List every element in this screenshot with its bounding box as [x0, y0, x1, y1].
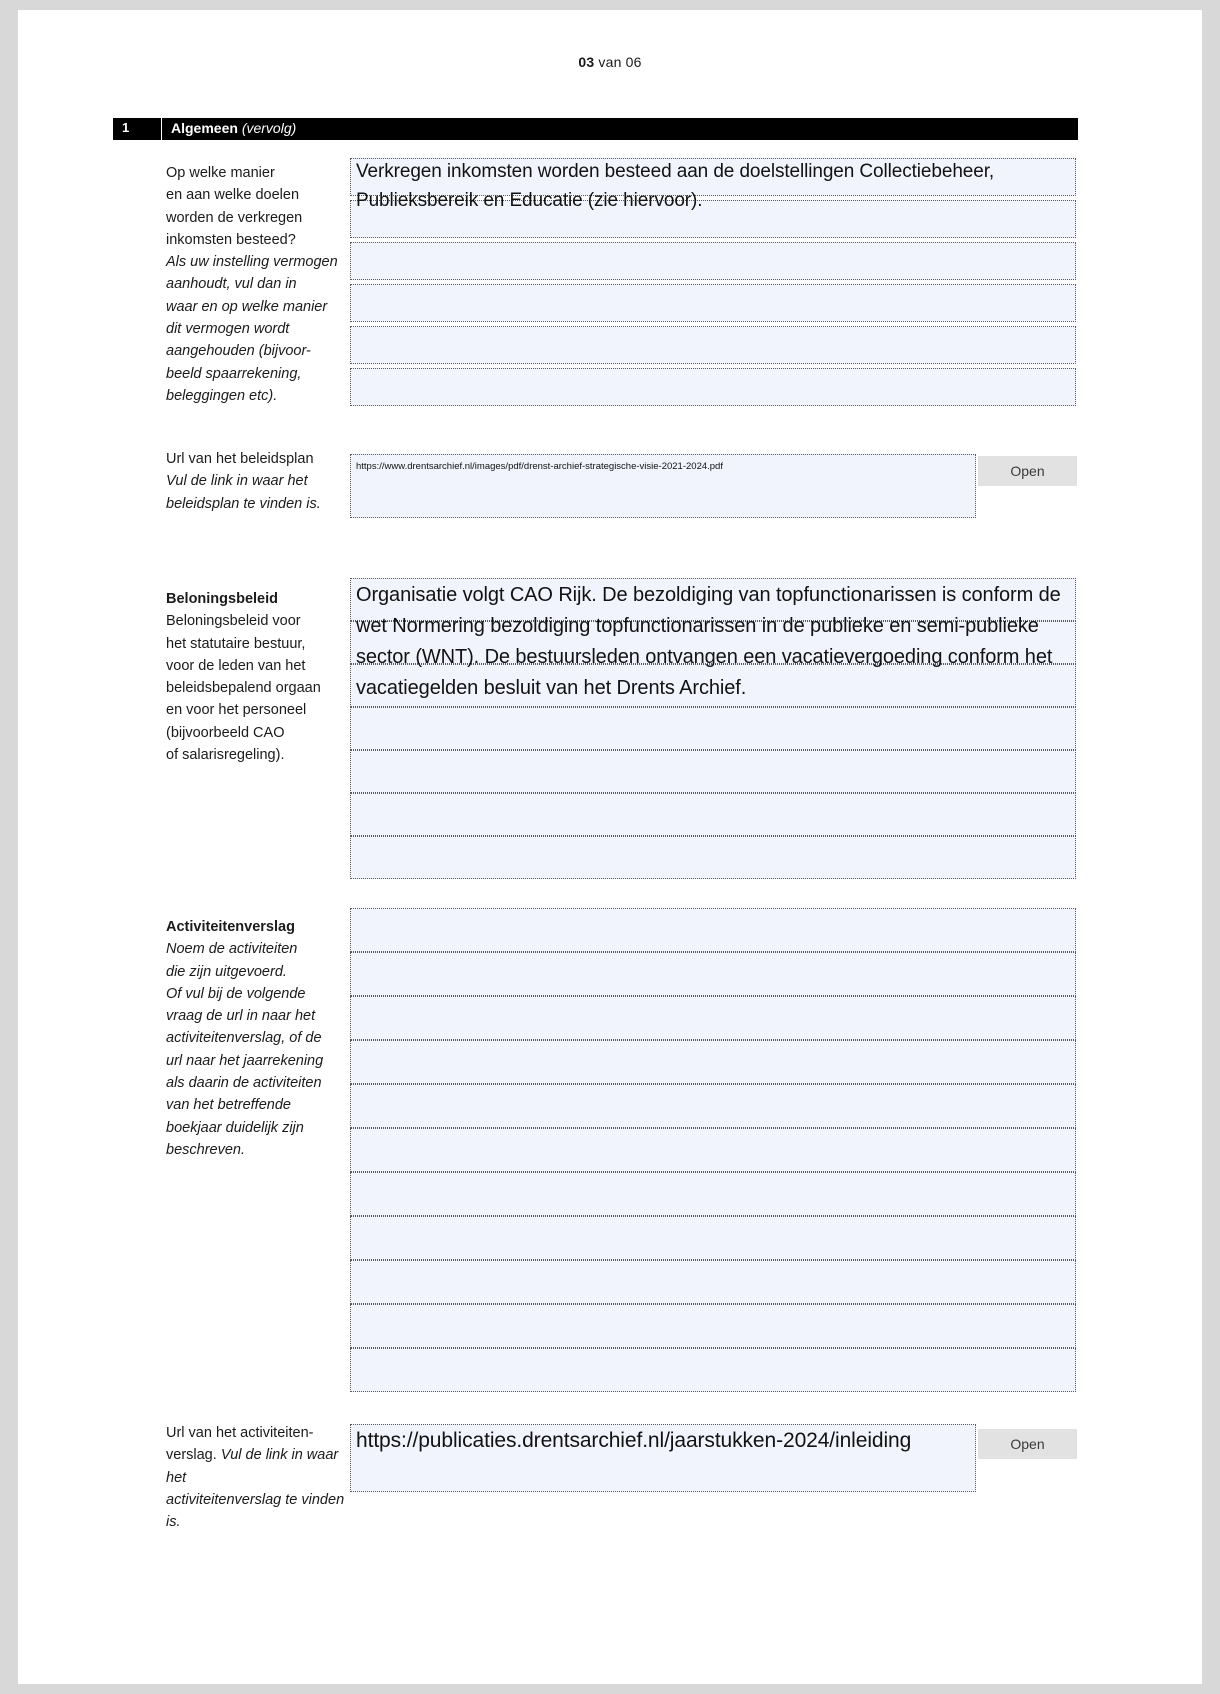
- hint-line: beschreven.: [166, 1141, 245, 1158]
- answer-field-activiteiten-line-9[interactable]: [350, 1260, 1076, 1304]
- hint-line: Noem de activiteiten: [166, 941, 298, 958]
- label-line: (bijvoorbeeld CAO: [166, 724, 285, 741]
- answer-field-activiteiten-line-1[interactable]: [350, 908, 1076, 952]
- label-line: het statutaire bestuur,: [166, 635, 306, 652]
- label-line: inkomsten besteed?: [166, 231, 296, 248]
- hint-line: aangehouden (bijvoor-: [166, 343, 311, 360]
- label-line: en aan welke doelen: [166, 187, 300, 204]
- answer-field-activiteiten-line-7[interactable]: [350, 1172, 1076, 1216]
- answer-field-activiteiten-line-11[interactable]: [350, 1348, 1076, 1392]
- answer-field-inkomsten-line-6[interactable]: [350, 368, 1076, 406]
- section-title-text: Algemeen: [171, 120, 242, 136]
- page-indicator-separator: van: [594, 54, 626, 70]
- answer-field-inkomsten-line-5[interactable]: [350, 326, 1076, 364]
- hint-line: beeld spaarrekening,: [166, 365, 302, 382]
- answer-field-beloning-line-7[interactable]: [350, 836, 1076, 879]
- label-line: Url van het beleidsplan: [166, 451, 314, 467]
- label-line: Op welke manier: [166, 165, 275, 181]
- answer-field-beloning-line-4[interactable]: [350, 707, 1076, 750]
- section-header-bar: [113, 118, 1078, 140]
- page-indicator-total: 06: [625, 54, 642, 70]
- open-button-activiteitenverslag[interactable]: Open: [978, 1429, 1077, 1459]
- hint-line: Of vul bij de volgende: [166, 985, 306, 1002]
- label-line: verslag.: [166, 1447, 221, 1464]
- question-label-url-activiteitenverslag: [166, 1422, 346, 1533]
- answer-text-inkomsten: Verkregen inkomsten worden besteed aan de doelstellingen Collectiebeheer, Publieksbereik en Educatie (zie hiervoor).: [356, 161, 995, 211]
- answer-field-inkomsten-line-3[interactable]: [350, 242, 1076, 280]
- answer-field-beloning-line-5[interactable]: [350, 750, 1076, 793]
- question-label-activiteitenverslag: [166, 916, 346, 1161]
- open-button-beleidsplan[interactable]: Open: [978, 456, 1077, 486]
- hint-line-wrap: [166, 1444, 346, 1489]
- hint-line: waar en op welke manier: [166, 298, 328, 315]
- url-text-beleidsplan: https://www.drentsarchief.nl/images/pdf/drenst-archief-strategische-visie-2021-2024.pdf: [356, 461, 723, 472]
- hint-line: Vul de link in waar het: [166, 1447, 339, 1486]
- label-line: voor de leden van het: [166, 657, 306, 674]
- hint-line: Vul de link in waar het: [166, 473, 308, 490]
- answer-field-activiteiten-line-10[interactable]: [350, 1304, 1076, 1348]
- label-line: Beloningsbeleid voor: [166, 613, 301, 630]
- hint-line: activiteitenverslag, of de: [166, 1030, 322, 1047]
- hint-line: aanhoudt, vul dan in: [166, 276, 297, 293]
- hint-line: van het betreffende: [166, 1097, 291, 1114]
- question-label-beloningsbeleid: [166, 588, 346, 766]
- hint-line: die zijn uitgevoerd.: [166, 963, 287, 980]
- answer-field-activiteiten-line-3[interactable]: [350, 996, 1076, 1040]
- label-line: worden de verkregen: [166, 209, 303, 226]
- label-line: en voor het personeel: [166, 702, 307, 719]
- hint-line: beleggingen etc).: [166, 387, 278, 404]
- page-indicator: [18, 54, 1202, 70]
- page-indicator-current: 03: [578, 54, 595, 70]
- label-line: of salarisregeling).: [166, 747, 285, 764]
- question-label-url-beleidsplan: [166, 448, 346, 515]
- hint-line: url naar het jaarrekening: [166, 1052, 324, 1069]
- label-line: beleidsbepalend orgaan: [166, 680, 321, 697]
- hint-line: Als uw instelling vermogen: [166, 254, 338, 271]
- answer-field-activiteiten-line-8[interactable]: [350, 1216, 1076, 1260]
- hint-line: vraag de url in naar het: [166, 1008, 316, 1025]
- question-heading-activiteitenverslag: Activiteitenverslag: [166, 919, 295, 935]
- section-number: 1: [122, 120, 130, 135]
- hint-line: boekjaar duidelijk zijn: [166, 1119, 304, 1136]
- hint-line: dit vermogen wordt: [166, 321, 290, 338]
- hint-line: activiteitenverslag te vinden is.: [166, 1491, 345, 1531]
- section-title-suffix: (vervolg): [241, 120, 297, 136]
- answer-field-activiteiten-line-6[interactable]: [350, 1128, 1076, 1172]
- hint-line: beleidsplan te vinden is.: [166, 495, 321, 512]
- hint-line: als daarin de activiteiten: [166, 1075, 322, 1092]
- pdf-page: [18, 10, 1202, 1684]
- answer-text-beloningsbeleid: Organisatie volgt CAO Rijk. De bezoldiging van topfunctionarissen is conform de wet Normering bezoldiging topfunctionarissen in de publieke en semi-publieke sector (WNT). De bestuursleden ontvangen een vacatievergoeding conform het vacatiegelden besluit van het Drents Archief.: [356, 584, 1061, 699]
- answer-field-activiteiten-line-5[interactable]: [350, 1084, 1076, 1128]
- answer-field-activiteiten-line-2[interactable]: [350, 952, 1076, 996]
- label-line: Url van het activiteiten-: [166, 1425, 314, 1441]
- url-text-activiteitenverslag: https://publicaties.drentsarchief.nl/jaarstukken-2024/inleiding: [356, 1429, 912, 1452]
- answer-field-activiteiten-line-4[interactable]: [350, 1040, 1076, 1084]
- question-label-inkomsten-besteding: [166, 162, 346, 407]
- answer-field-inkomsten-line-4[interactable]: [350, 284, 1076, 322]
- question-heading-beloningsbeleid: Beloningsbeleid: [166, 591, 278, 607]
- answer-field-beloning-line-6[interactable]: [350, 793, 1076, 836]
- section-divider: [161, 118, 162, 140]
- section-title: [171, 120, 296, 136]
